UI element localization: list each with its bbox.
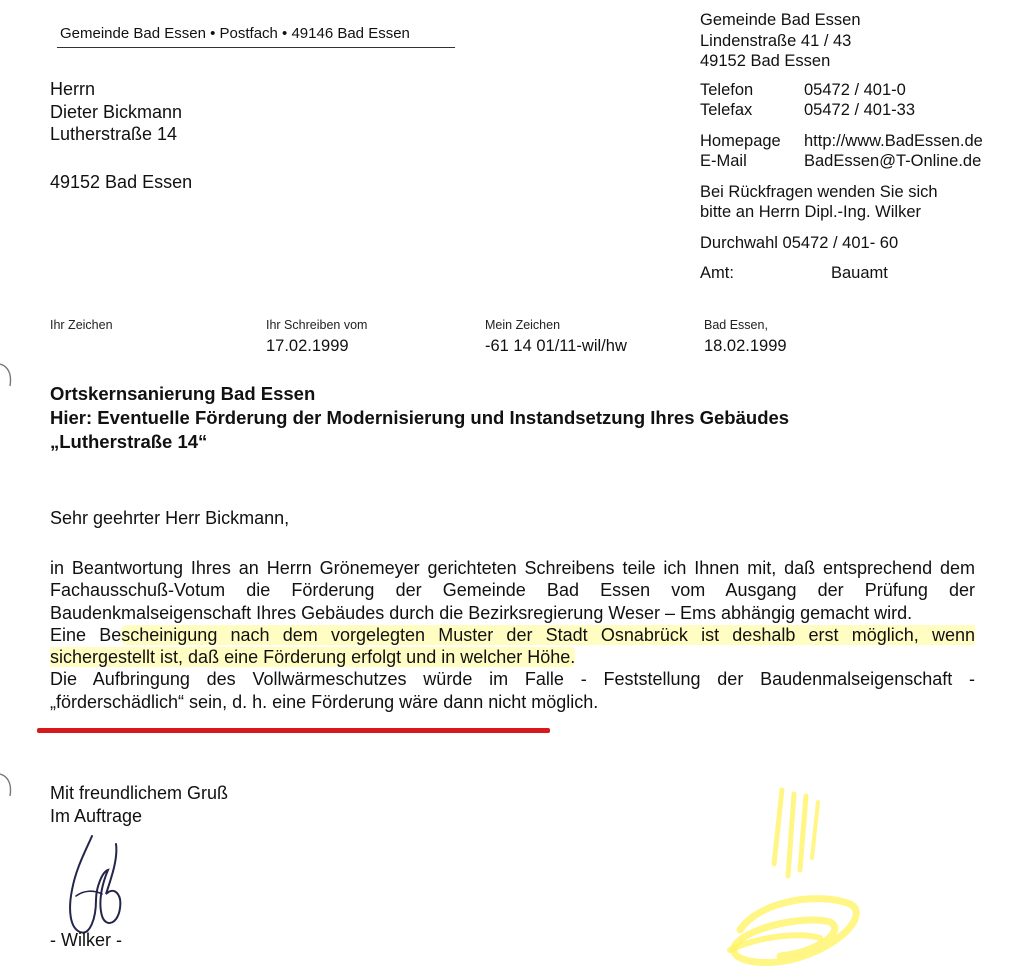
authority-city: 49152 Bad Essen <box>700 52 831 70</box>
recipient-name: Dieter Bickmann <box>50 101 183 122</box>
email-label: E-Mail <box>700 152 747 170</box>
your-letter-date: 17.02.1999 <box>266 337 349 355</box>
subject-block <box>50 382 789 454</box>
closing-line-1: Mit freundlichem Gruß <box>50 783 229 803</box>
inquiry-line-1: Bei Rückfragen wenden Sie sich <box>700 182 938 201</box>
your-letter-label: Ihr Schreiben vom <box>266 318 368 332</box>
recipient-salutation-line: Herrn <box>50 79 96 99</box>
email-address: BadEssen@T-Online.de <box>804 152 982 170</box>
authority-contact-block <box>700 10 983 284</box>
red-underline-mark <box>37 728 550 733</box>
office-value: Bauamt <box>831 264 888 282</box>
fax-row <box>700 100 983 121</box>
your-ref-label: Ihr Zeichen <box>50 318 113 332</box>
letter-body <box>50 557 975 713</box>
recipient-address <box>50 78 192 193</box>
salutation: Sehr geehrter Herr Bickmann, <box>50 508 290 528</box>
scan-edge-mark <box>0 360 14 390</box>
recipient-street: Lutherstraße 14 <box>50 124 178 144</box>
office-row <box>700 263 983 284</box>
my-ref-label: Mein Zeichen <box>485 318 561 332</box>
authority-name: Gemeinde Bad Essen <box>700 11 861 29</box>
subject-line-1: Ortskernsanierung Bad Essen <box>50 383 316 404</box>
closing-line-2: Im Auftrage <box>50 805 143 826</box>
homepage-row <box>700 131 983 152</box>
phone-row <box>700 80 983 101</box>
body-paragraph-3-rest: Falle - Feststellung der Baudenmalseigenschaft - „förderschädlich“ sein, d. h. eine Förderung wäre dann nicht möglich. <box>50 669 975 712</box>
inquiry-line-2: bitte an Herrn Dipl.-Ing. Wilker <box>700 203 921 221</box>
fax-label: Telefax <box>700 101 753 119</box>
sender-return-address: Gemeinde Bad Essen • Postfach • 49146 Bad Essen <box>57 25 455 48</box>
recipient-city: 49152 Bad Essen <box>50 171 193 192</box>
authority-street: Lindenstraße 41 / 43 <box>700 31 852 50</box>
body-paragraph-3 <box>50 668 975 713</box>
letter-date: 18.02.1999 <box>704 337 787 355</box>
scan-edge-mark <box>0 770 14 800</box>
fax-value: 05472 / 401-33 <box>804 101 916 119</box>
closing-block <box>50 782 228 827</box>
subject-line-2: Hier: Eventuelle Förderung der Modernisierung und Instandsetzung Ihres Gebäudes <box>50 407 790 428</box>
office-label: Amt: <box>700 264 734 282</box>
homepage-label: Homepage <box>700 131 781 150</box>
highlighted-text: scheinigung nach dem vorgelegten Muster der Stadt Osnabrück ist deshalb erst möglich, wenn sichergestellt ist, daß eine Förderung erfolgt und in welcher Höhe. <box>50 624 975 668</box>
homepage-link: http://www.BadEssen.de <box>804 131 983 150</box>
body-paragraph-2 <box>50 624 975 669</box>
handwritten-signature <box>62 828 137 938</box>
highlighter-scribble-marks <box>700 780 940 976</box>
email-row <box>700 151 983 172</box>
subject-line-3: „Lutherstraße 14“ <box>50 431 208 452</box>
direct-dial: Durchwahl 05472 / 401- 60 <box>700 233 899 252</box>
phone-value: 05472 / 401-0 <box>804 80 906 99</box>
signer-name: - Wilker - <box>50 930 122 950</box>
my-ref-value: -61 14 01/11-wil/hw <box>485 337 627 355</box>
underlined-text: Die Aufbringung des Vollwärmeschutzes würde im <box>50 669 509 690</box>
body-paragraph-2-start: Eine Be <box>50 624 122 645</box>
phone-label: Telefon <box>700 80 754 99</box>
place-date-label: Bad Essen, <box>704 318 768 332</box>
body-paragraph-1: in Beantwortung Ihres an Herrn Grönemeyer gerichteten Schreibens teile ich Ihnen mit, daß entsprechend dem Fachausschuß-Votum die Förderung der Gemeinde Bad Essen vom Ausgang der Prüfung der Baudenkmalseigenschaft Ihres Gebäudes durch die Bezirksregierung Weser – Ems abhängig gemacht wird. <box>50 558 975 623</box>
